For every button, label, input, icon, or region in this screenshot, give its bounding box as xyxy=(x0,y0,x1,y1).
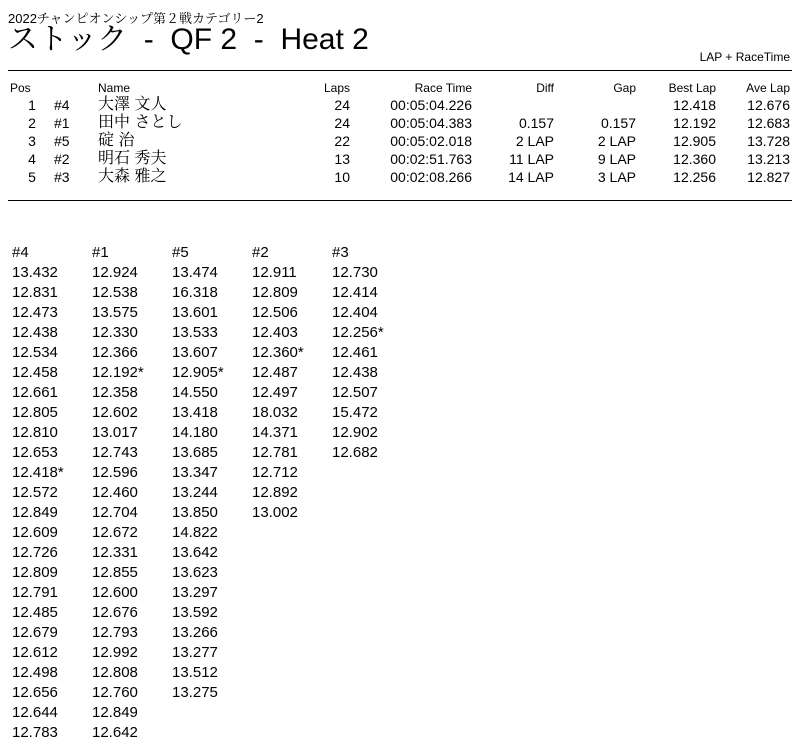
lap-time: 12.676 xyxy=(92,604,138,621)
cell-pos: 1 xyxy=(28,97,36,113)
lap-time: 12.498 xyxy=(12,664,58,681)
cell-gap: 2 LAP xyxy=(597,133,636,149)
lap-time: 12.808 xyxy=(92,664,138,681)
lap-time: 12.572 xyxy=(12,484,58,501)
lap-column xyxy=(92,243,172,743)
lap-time: 14.550 xyxy=(172,384,218,401)
lap-time: 12.487 xyxy=(252,364,298,381)
lap-time: 12.458 xyxy=(12,364,58,381)
lap-column-header: #1 xyxy=(92,244,109,261)
cell-diff: 14 LAP xyxy=(508,169,554,185)
lap-time: 12.506 xyxy=(252,304,298,321)
col-ave-lap: Ave Lap xyxy=(746,81,790,95)
lap-time: 13.575 xyxy=(92,304,138,321)
lap-time: 12.810 xyxy=(12,424,58,441)
lap-time: 12.726 xyxy=(12,544,58,561)
lap-time: 12.360* xyxy=(252,344,304,361)
cell-laps: 22 xyxy=(334,133,350,149)
cell-laps: 13 xyxy=(334,151,350,167)
cell-pos: 4 xyxy=(28,151,36,167)
lap-time: 12.905* xyxy=(172,364,224,381)
cell-car-number: #5 xyxy=(54,133,70,149)
lap-time: 12.849 xyxy=(12,504,58,521)
lap-time: 12.781 xyxy=(252,444,298,461)
lap-time: 12.644 xyxy=(12,704,58,721)
cell-pos: 5 xyxy=(28,169,36,185)
lap-column-header: #3 xyxy=(332,244,349,261)
cell-driver-name: 田中 さとし xyxy=(98,114,183,131)
result-row xyxy=(10,96,790,114)
lap-time: 12.497 xyxy=(252,384,298,401)
lap-time: 12.534 xyxy=(12,344,58,361)
col-diff: Diff xyxy=(536,81,554,95)
cell-gap: 9 LAP xyxy=(597,151,636,167)
col-name: Name xyxy=(98,81,131,95)
lap-time: 12.924 xyxy=(92,264,138,281)
lap-time: 12.656 xyxy=(12,684,58,701)
col-race-time: Race Time xyxy=(414,81,472,95)
cell-pos: 3 xyxy=(28,133,36,149)
cell-car-number: #4 xyxy=(54,97,70,113)
lap-time: 12.831 xyxy=(12,284,58,301)
lap-time: 12.403 xyxy=(252,324,298,341)
lap-time: 12.600 xyxy=(92,584,138,601)
lap-time: 12.805 xyxy=(12,404,58,421)
cell-ave-lap: 13.213 xyxy=(747,151,790,167)
cell-race-time: 00:05:04.383 xyxy=(390,115,472,131)
lap-time: 13.592 xyxy=(172,604,218,621)
cell-ave-lap: 13.728 xyxy=(747,133,790,149)
lap-time: 12.331 xyxy=(92,544,138,561)
lap-time: 12.538 xyxy=(92,284,138,301)
lap-time: 12.855 xyxy=(92,564,138,581)
cell-best-lap: 12.192 xyxy=(673,115,716,131)
lap-time: 12.414 xyxy=(332,284,378,301)
col-best-lap: Best Lap xyxy=(668,81,716,95)
results-divider xyxy=(8,200,792,201)
cell-driver-name: 明石 秀夫 xyxy=(98,150,167,167)
lap-time: 13.017 xyxy=(92,424,138,441)
lap-time: 13.533 xyxy=(172,324,218,341)
lap-column xyxy=(252,243,332,523)
lap-time: 13.347 xyxy=(172,464,218,481)
results-header-row xyxy=(10,80,790,96)
lap-column xyxy=(12,243,92,743)
cell-diff: 11 LAP xyxy=(509,151,554,167)
lap-time: 14.371 xyxy=(252,424,298,441)
lap-time: 12.992 xyxy=(92,644,138,661)
cell-race-time: 00:05:04.226 xyxy=(390,97,472,113)
lap-time: 12.507 xyxy=(332,384,378,401)
cell-gap: 3 LAP xyxy=(597,169,636,185)
lap-time: 13.244 xyxy=(172,484,218,501)
lap-time: 14.180 xyxy=(172,424,218,441)
cell-diff: 2 LAP xyxy=(515,133,554,149)
cell-ave-lap: 12.676 xyxy=(747,97,790,113)
lap-column-header: #5 xyxy=(172,244,189,261)
cell-best-lap: 12.360 xyxy=(673,151,716,167)
lap-time: 12.672 xyxy=(92,524,138,541)
lap-time: 12.460 xyxy=(92,484,138,501)
cell-driver-name: 大森 雅之 xyxy=(98,168,167,185)
header-divider xyxy=(8,70,792,71)
lap-time: 12.485 xyxy=(12,604,58,621)
cell-car-number: #3 xyxy=(54,169,70,185)
lap-time: 12.902 xyxy=(332,424,378,441)
lap-time: 12.791 xyxy=(12,584,58,601)
cell-car-number: #2 xyxy=(54,151,70,167)
result-row xyxy=(10,168,790,186)
lap-time: 12.712 xyxy=(252,464,298,481)
lap-time: 12.679 xyxy=(12,624,58,641)
lap-time: 12.743 xyxy=(92,444,138,461)
col-number xyxy=(54,80,98,96)
lap-time: 13.002 xyxy=(252,504,298,521)
lap-time: 12.602 xyxy=(92,404,138,421)
lap-time: 13.685 xyxy=(172,444,218,461)
lap-time: 12.849 xyxy=(92,704,138,721)
lap-time: 13.432 xyxy=(12,264,58,281)
lap-time: 13.277 xyxy=(172,644,218,661)
cell-gap: 0.157 xyxy=(600,115,636,131)
lap-time: 12.404 xyxy=(332,304,378,321)
lap-time: 12.892 xyxy=(252,484,298,501)
cell-gap xyxy=(554,96,636,114)
cell-pos: 2 xyxy=(28,115,36,131)
lap-time: 12.682 xyxy=(332,444,378,461)
cell-diff xyxy=(472,96,554,114)
lap-time: 12.809 xyxy=(252,284,298,301)
lap-time: 12.661 xyxy=(12,384,58,401)
lap-time: 12.911 xyxy=(252,264,297,281)
results-table xyxy=(10,80,790,186)
cell-diff: 0.157 xyxy=(518,115,554,131)
lap-time: 13.512 xyxy=(172,664,218,681)
lap-time: 13.642 xyxy=(172,544,218,561)
lap-time: 12.612 xyxy=(12,644,58,661)
lap-time: 12.730 xyxy=(332,264,378,281)
cell-race-time: 00:02:08.266 xyxy=(390,169,472,185)
result-row xyxy=(10,132,790,150)
lap-time: 12.461 xyxy=(332,344,378,361)
cell-car-number: #1 xyxy=(54,115,70,131)
lap-time: 16.318 xyxy=(172,284,218,301)
col-gap: Gap xyxy=(613,81,636,95)
cell-ave-lap: 12.827 xyxy=(747,169,790,185)
lap-column-header: #2 xyxy=(252,244,269,261)
cell-race-time: 00:05:02.018 xyxy=(390,133,472,149)
lap-time: 13.607 xyxy=(172,344,218,361)
lap-time: 12.256* xyxy=(332,324,384,341)
lap-time: 12.653 xyxy=(12,444,58,461)
lap-time: 13.850 xyxy=(172,504,218,521)
lap-time: 13.266 xyxy=(172,624,218,641)
cell-laps: 24 xyxy=(334,97,350,113)
lap-column xyxy=(172,243,252,703)
lap-time: 12.473 xyxy=(12,304,58,321)
lap-time: 12.609 xyxy=(12,524,58,541)
lap-column-header: #4 xyxy=(12,244,29,261)
lap-time: 12.642 xyxy=(92,724,138,741)
cell-ave-lap: 12.683 xyxy=(747,115,790,131)
lap-time: 12.596 xyxy=(92,464,138,481)
lap-time: 13.623 xyxy=(172,564,218,581)
lap-column xyxy=(332,243,412,463)
cell-best-lap: 12.418 xyxy=(673,97,716,113)
cell-laps: 10 xyxy=(334,169,350,185)
display-mode-label: LAP + RaceTime xyxy=(699,50,790,64)
lap-time: 13.418 xyxy=(172,404,218,421)
lap-time: 12.783 xyxy=(12,724,58,741)
col-pos: Pos xyxy=(10,81,31,95)
cell-race-time: 00:02:51.763 xyxy=(390,151,472,167)
lap-time: 13.297 xyxy=(172,584,218,601)
lap-time: 12.438 xyxy=(332,364,378,381)
lap-time: 12.793 xyxy=(92,624,138,641)
lap-time: 12.418* xyxy=(12,464,64,481)
cell-best-lap: 12.905 xyxy=(673,133,716,149)
page-title: ストック - QF 2 - Heat 2 xyxy=(8,23,369,56)
lap-time: 12.358 xyxy=(92,384,138,401)
cell-driver-name: 大澤 文人 xyxy=(98,96,167,113)
lap-time: 18.032 xyxy=(252,404,298,421)
cell-laps: 24 xyxy=(334,115,350,131)
col-laps: Laps xyxy=(323,81,350,95)
lap-time: 12.704 xyxy=(92,504,138,521)
lap-time: 13.275 xyxy=(172,684,218,701)
lap-time: 13.601 xyxy=(172,304,218,321)
result-row xyxy=(10,114,790,132)
lap-time: 12.438 xyxy=(12,324,58,341)
cell-driver-name: 碇 治 xyxy=(98,132,135,149)
lap-time: 12.366 xyxy=(92,344,138,361)
result-row xyxy=(10,150,790,168)
lap-time: 12.330 xyxy=(92,324,138,341)
lap-time: 13.474 xyxy=(172,264,218,281)
lap-time: 12.809 xyxy=(12,564,58,581)
lap-time: 12.760 xyxy=(92,684,138,701)
cell-best-lap: 12.256 xyxy=(673,169,716,185)
lap-time: 12.192* xyxy=(92,364,144,381)
lap-time: 14.822 xyxy=(172,524,218,541)
lap-time: 15.472 xyxy=(332,404,378,421)
event-subtitle: 2022チャンピオンシップ第２戦カテゴリー2 xyxy=(8,11,264,26)
